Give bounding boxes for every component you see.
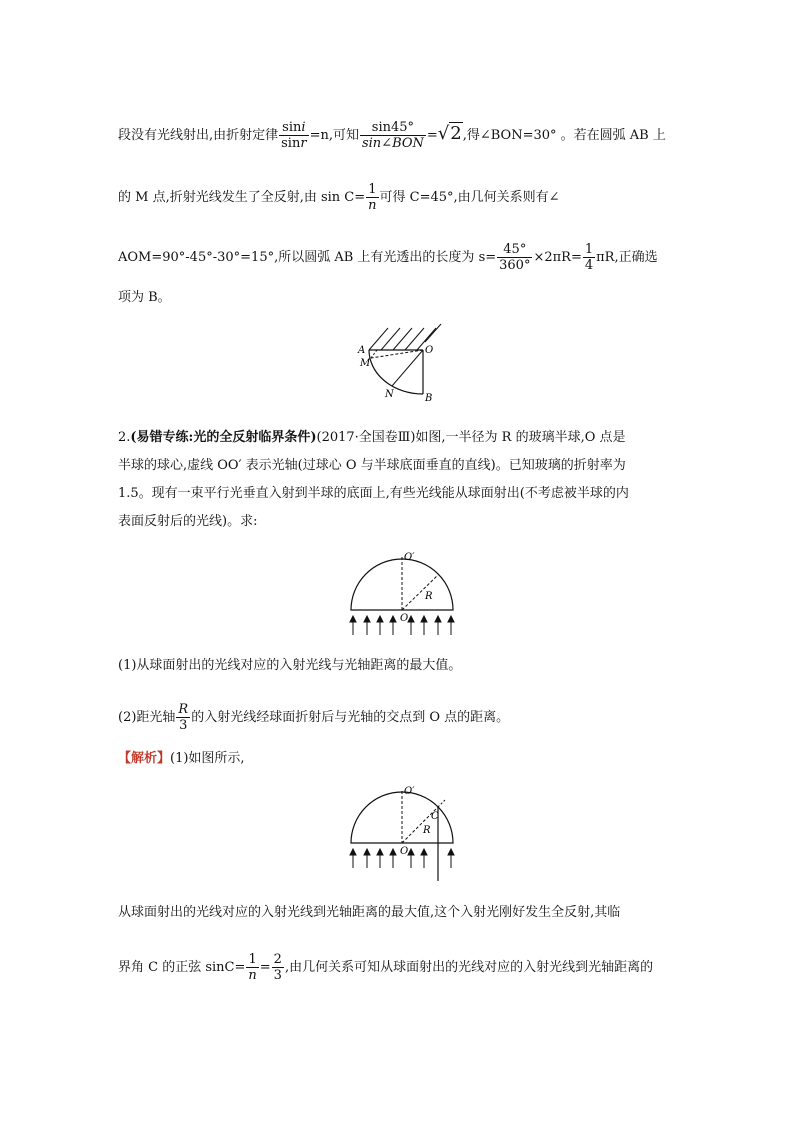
text-segment: ×2πR= — [533, 250, 582, 265]
text-segment: (1)从球面射出的光线对应的入射光线与光轴距离的最大值。 — [118, 658, 462, 673]
text-segment: (1)如图所示, — [170, 751, 245, 766]
figure-1-quarter-circle — [355, 322, 450, 404]
fraction-2-3: $\frac{2}{3}$ — [273, 952, 282, 983]
question-1 — [118, 656, 461, 676]
label-o-prime: O′ — [404, 786, 415, 797]
question-2 — [118, 702, 509, 733]
label-r: R — [423, 825, 431, 836]
label-n: N — [385, 389, 394, 400]
para1-line3 — [118, 242, 658, 273]
fraction-45-360: $\frac{45^\circ}{360^\circ}$ — [499, 242, 531, 273]
text-segment: 从球面射出的光线对应的入射光线到光轴距离的最大值,这个入射光刚好发生全反射,其临 — [118, 905, 621, 920]
solution-line1 — [118, 749, 245, 769]
label-o-prime: O′ — [404, 552, 415, 563]
line-on — [392, 350, 423, 386]
text-segment: 界角 C 的正弦 sinC= — [118, 960, 246, 975]
text-segment: (2017·全国卷Ⅲ)如图,一半径为 R 的玻璃半球,O 点是 — [316, 430, 626, 445]
text-segment: 的入射光线经球面折射后与光轴的交点到 O 点的距离。 — [191, 710, 510, 725]
problem2-line2 — [118, 456, 626, 476]
text-segment: 可得 C=45°,由几何关系则有∠ — [379, 190, 560, 205]
text-segment: 表面反射后的光线)。求: — [118, 514, 258, 529]
dashed-om — [371, 350, 423, 358]
para1-line2 — [118, 182, 560, 213]
text-segment: = — [426, 128, 438, 143]
normal-extension — [438, 800, 445, 807]
fraction-r-3: $\frac{R}{3}$ — [178, 702, 189, 733]
problem2-line4 — [118, 512, 257, 532]
label-o: O — [400, 613, 409, 624]
text-segment: πR,正确选 — [596, 250, 658, 265]
text-segment: 半球的球心,虚线 OO′ 表示光轴(过球心 O 与半球底面垂直的直线)。已知玻璃的折射率为 — [118, 458, 626, 473]
fraction-sin45-sinbon: $\frac{\sin 45^\circ}{\text{sin∠BON}}$ — [361, 120, 424, 151]
text-segment: 项为 B。 — [118, 290, 171, 305]
fraction-1-n: $\frac{1}{n}$ — [248, 952, 257, 983]
text-segment: ,由几何关系可知从球面射出的光线对应的入射光线到光轴距离的 — [284, 960, 654, 975]
fraction-sini-sinr: $\frac{\sin i}{\sin r}$ — [281, 120, 307, 151]
text-segment: AOM=90°-45°-30°=15°,所以圆弧 AB 上有光透出的长度为 s= — [118, 250, 497, 265]
problem-tag: (易错专练:光的全反射临界条件) — [130, 430, 317, 445]
label-a: A — [358, 345, 366, 356]
text-segment: =n,可知 — [309, 128, 359, 143]
para1-line4 — [118, 288, 171, 308]
problem2-line1 — [118, 428, 626, 448]
text-segment: 段没有光线射出,由折射定律 — [118, 128, 279, 143]
fraction-1-n: $\frac{1}{n}$ — [368, 182, 377, 213]
text-segment: 1.5。现有一束平行光垂直入射到半球的底面上,有些光线能从球面射出(不考虑被半球的内 — [118, 486, 629, 501]
incident-ray — [425, 324, 441, 342]
figure-3-hemisphere-critical — [345, 783, 470, 883]
fraction-1-4: $\frac{1}{4}$ — [584, 242, 594, 273]
figure-2-hemisphere — [345, 547, 460, 637]
label-o: O — [425, 345, 434, 356]
radius-line — [402, 575, 438, 610]
label-c: C — [431, 811, 439, 822]
solution-tag: 【解析】 — [118, 751, 171, 766]
label-r: R — [425, 591, 433, 602]
text-segment: ,得∠BON=30° 。若在圆弧 AB 上 — [462, 128, 666, 143]
para1-line1 — [118, 120, 666, 151]
incident-ray — [369, 328, 388, 350]
solution-line3 — [118, 952, 653, 983]
incident-ray — [405, 328, 424, 350]
text-segment: 的 M 点,折射光线发生了全反射,由 sin C= — [118, 190, 366, 205]
problem-number: 2. — [118, 430, 131, 445]
text-segment: = — [259, 960, 271, 975]
text-segment: (2)距光轴 — [118, 710, 176, 725]
label-o: O — [400, 846, 409, 857]
sqrt-symbol: √2 — [437, 123, 462, 144]
label-m: M — [360, 358, 371, 369]
problem2-line3 — [118, 484, 629, 504]
label-b: B — [425, 393, 433, 404]
incident-ray — [393, 328, 412, 350]
incident-ray — [381, 328, 400, 350]
solution-line2 — [118, 903, 620, 923]
